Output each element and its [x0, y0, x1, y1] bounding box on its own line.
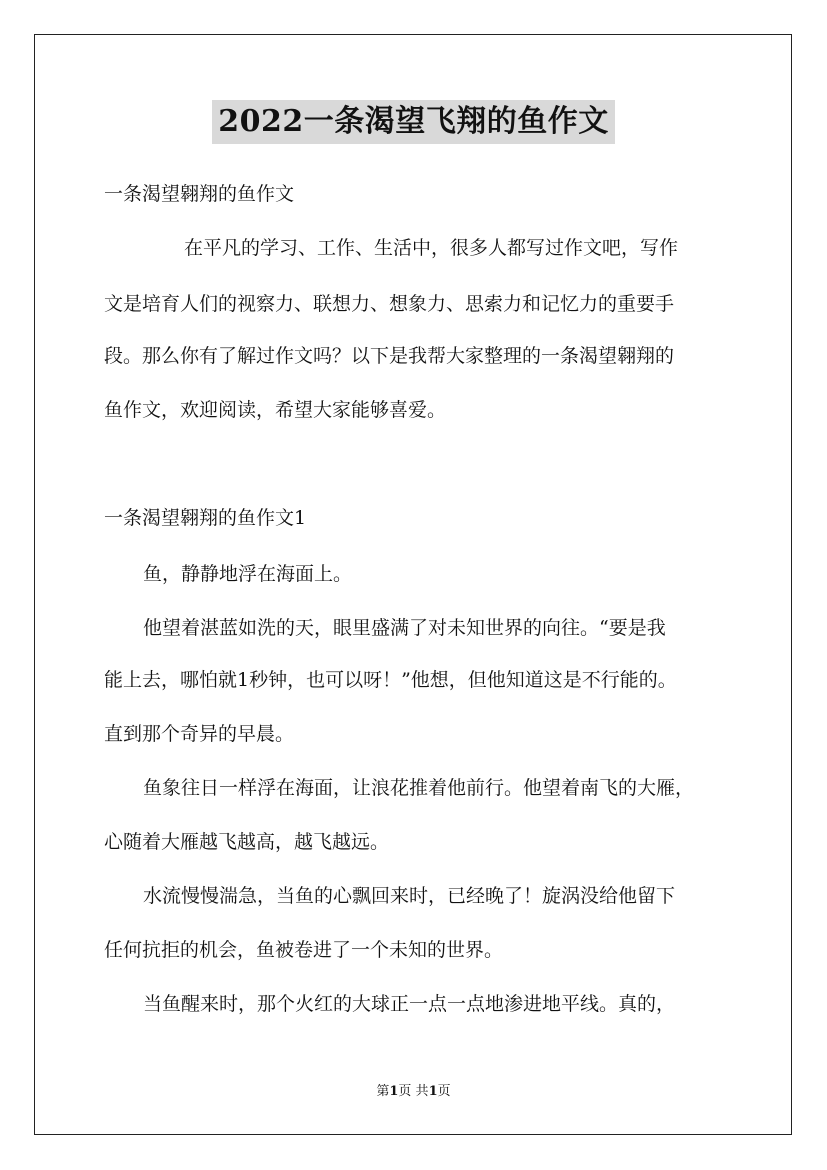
section-heading: 一条渴望翱翔的鱼作文1	[104, 507, 307, 529]
paragraph-line: 鱼象往日一样浮在海面，让浪花推着他前行。他望着南飞的大雁，	[143, 777, 695, 799]
section-heading: 一条渴望翱翔的鱼作文	[104, 183, 295, 205]
document-title: 2022一条渴望飞翔的鱼作文	[212, 100, 615, 144]
paragraph-line: 他望着湛蓝如洗的天，眼里盛满了对未知世界的向往。“要是我	[143, 617, 666, 639]
paragraph-line: 能上去，哪怕就1秒钟，也可以呀！”他想，但他知道这是不行能的。	[104, 669, 677, 691]
paragraph-line: 鱼，静静地浮在海面上。	[143, 563, 353, 585]
paragraph-line: 当鱼醒来时，那个火红的大球正一点一点地渗进地平线。真的，	[143, 993, 676, 1015]
footer-total-pages: 1	[428, 1084, 438, 1099]
paragraph-line: 鱼作文，欢迎阅读，希望大家能够喜爱。	[104, 399, 447, 421]
paragraph-line: 心随着大雁越飞越高，越飞越远。	[104, 831, 390, 853]
paragraph-line: 水流慢慢湍急，当鱼的心飘回来时，已经晚了！旋涡没给他留下	[143, 885, 676, 907]
paragraph-line: 直到那个奇异的早晨。	[104, 723, 295, 745]
page-footer	[0, 1083, 827, 1101]
footer-page-number: 1	[389, 1084, 399, 1099]
footer-page-mid: 页 共	[398, 1084, 429, 1099]
paragraph-line: 任何抗拒的机会，鱼被卷进了一个未知的世界。	[104, 939, 504, 961]
paragraph-line: 在平凡的学习、工作、生活中，很多人都写过作文吧，写作	[184, 237, 679, 259]
paragraph-line: 文是培育人们的视察力、联想力、想象力、思索力和记忆力的重要手	[104, 293, 675, 315]
footer-page-suffix: 页	[437, 1084, 451, 1099]
document-title-wrap	[0, 100, 827, 144]
footer-page-prefix: 第	[376, 1084, 390, 1099]
paragraph-line: 段。那么你有了解过作文吗？以下是我帮大家整理的一条渴望翱翔的	[104, 345, 675, 367]
